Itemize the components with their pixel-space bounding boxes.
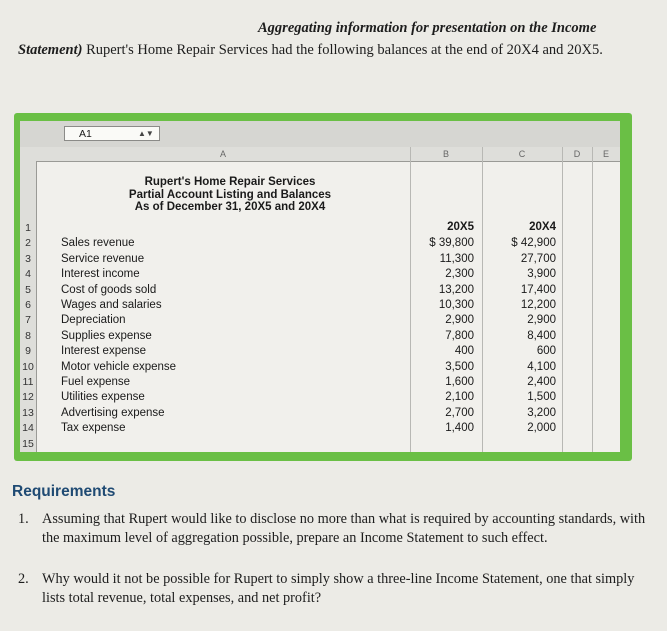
balance-20x5[interactable]: 10,300 xyxy=(438,299,474,311)
row-number[interactable]: 8 xyxy=(25,329,31,342)
balance-20x5[interactable]: 2,900 xyxy=(445,314,474,327)
account-label[interactable]: Motor vehicle expense xyxy=(61,360,177,373)
balance-20x4[interactable]: 17,400 xyxy=(520,283,556,296)
column-header-c[interactable]: C xyxy=(518,149,526,159)
account-label[interactable]: Sales revenue xyxy=(61,237,135,250)
account-label[interactable]: Tax expense xyxy=(61,422,126,435)
account-label[interactable]: Cost of goods sold xyxy=(61,283,157,296)
sheet-title xyxy=(120,176,340,214)
account-label[interactable]: Fuel expense xyxy=(61,376,131,388)
spreadsheet-frame xyxy=(14,113,632,461)
column-header-d[interactable]: D xyxy=(573,149,581,159)
balance-20x4[interactable]: 3,200 xyxy=(527,406,556,419)
balance-20x5[interactable]: 400 xyxy=(454,345,474,358)
balance-20x5[interactable]: 2,700 xyxy=(445,406,474,419)
column-header-b[interactable]: B xyxy=(442,149,449,159)
account-label[interactable]: Wages and salaries xyxy=(61,299,162,311)
row-number[interactable]: 7 xyxy=(25,314,31,327)
stepper-icon[interactable]: ▲▼ xyxy=(138,129,154,138)
grid-line xyxy=(562,147,563,452)
column-header-e[interactable]: E xyxy=(602,149,609,159)
account-label[interactable]: Utilities expense xyxy=(61,391,145,404)
balance-20x4[interactable]: 2,900 xyxy=(527,314,556,327)
requirement-item-2 xyxy=(18,570,648,610)
balance-20x5[interactable]: 1,600 xyxy=(445,376,474,388)
formula-bar xyxy=(20,121,620,148)
row-number[interactable]: 2 xyxy=(25,237,31,250)
balance-20x4[interactable]: 600 xyxy=(536,345,556,358)
spreadsheet xyxy=(20,121,620,452)
requirements-heading: Requirements xyxy=(12,483,116,500)
account-label[interactable]: Depreciation xyxy=(61,314,126,327)
row-number[interactable]: 10 xyxy=(22,360,34,373)
balance-20x4[interactable]: 12,200 xyxy=(520,299,556,311)
requirement-text: Why would it not be possible for Rupert to simply show a three-line Income Statement, one that simply lists total revenue, total expenses, and net profit? xyxy=(42,571,635,606)
requirement-number: 2. xyxy=(18,571,29,587)
account-label[interactable]: Service revenue xyxy=(61,252,145,265)
row-number[interactable]: 6 xyxy=(25,299,31,311)
balance-20x4[interactable]: 8,400 xyxy=(527,329,556,342)
balance-20x5[interactable]: 1,400 xyxy=(445,422,474,435)
balance-20x4[interactable]: 27,700 xyxy=(520,252,556,265)
grid-line xyxy=(482,147,483,452)
balance-20x5[interactable]: 11,300 xyxy=(439,252,474,265)
row-number[interactable]: 4 xyxy=(25,268,31,281)
row-number[interactable]: 15 xyxy=(22,437,34,450)
column-header-a[interactable]: A xyxy=(219,149,226,159)
intro-text xyxy=(18,41,643,60)
year-header-b: 20X5 xyxy=(447,221,474,233)
balance-20x4[interactable]: $ 42,900 xyxy=(511,237,556,250)
balance-20x4[interactable]: 4,100 xyxy=(527,360,556,373)
account-label[interactable]: Supplies expense xyxy=(61,329,152,342)
report-name: Partial Account Listing and Balances xyxy=(128,188,332,201)
requirement-text: Assuming that Rupert would like to disclose no more than what is required by accounting standards, with the maximum level of aggregation possible, prepare an Income Statement to such effect. xyxy=(42,511,646,546)
balance-20x5[interactable]: 13,200 xyxy=(438,283,474,296)
row-number[interactable]: 13 xyxy=(22,406,34,419)
column-headers xyxy=(20,147,620,162)
balance-20x4[interactable]: 1,500 xyxy=(527,391,556,404)
intro-title: Aggregating information for presentation on the Income xyxy=(258,20,597,36)
intro-body: Rupert's Home Repair Services had the following balances at the end of 20X4 and 20X5. xyxy=(86,42,603,58)
balance-20x5[interactable]: $ 39,800 xyxy=(429,237,474,250)
balance-20x5[interactable]: 2,100 xyxy=(445,391,474,404)
cell-reference: A1 xyxy=(79,128,92,140)
row-number[interactable]: 12 xyxy=(22,391,34,404)
year-header-c: 20X4 xyxy=(529,221,556,233)
row-number[interactable]: 14 xyxy=(22,422,34,435)
row-number[interactable]: 5 xyxy=(25,283,31,296)
grid-line xyxy=(592,147,593,452)
account-label[interactable]: Advertising expense xyxy=(61,406,165,419)
row-number[interactable]: 9 xyxy=(25,345,31,358)
requirement-item-1 xyxy=(18,510,648,568)
row-number[interactable]: 1 xyxy=(25,222,31,234)
grid-line xyxy=(410,147,411,452)
balance-20x4[interactable]: 2,400 xyxy=(527,376,556,388)
report-date: As of December 31, 20X5 and 20X4 xyxy=(134,201,326,213)
row-number[interactable]: 3 xyxy=(25,252,31,265)
account-label[interactable]: Interest income xyxy=(61,268,140,281)
balance-20x5[interactable]: 3,500 xyxy=(445,360,474,373)
balance-20x4[interactable]: 2,000 xyxy=(527,422,556,435)
requirement-number: 1. xyxy=(18,511,29,527)
company-name: Rupert's Home Repair Services xyxy=(144,176,316,188)
account-label[interactable]: Interest expense xyxy=(61,345,147,358)
balance-20x4[interactable]: 3,900 xyxy=(527,268,556,281)
intro-lead: Statement) xyxy=(18,42,83,58)
balance-20x5[interactable]: 2,300 xyxy=(445,268,474,281)
balance-20x5[interactable]: 7,800 xyxy=(445,329,474,342)
row-number[interactable]: 11 xyxy=(22,376,34,388)
